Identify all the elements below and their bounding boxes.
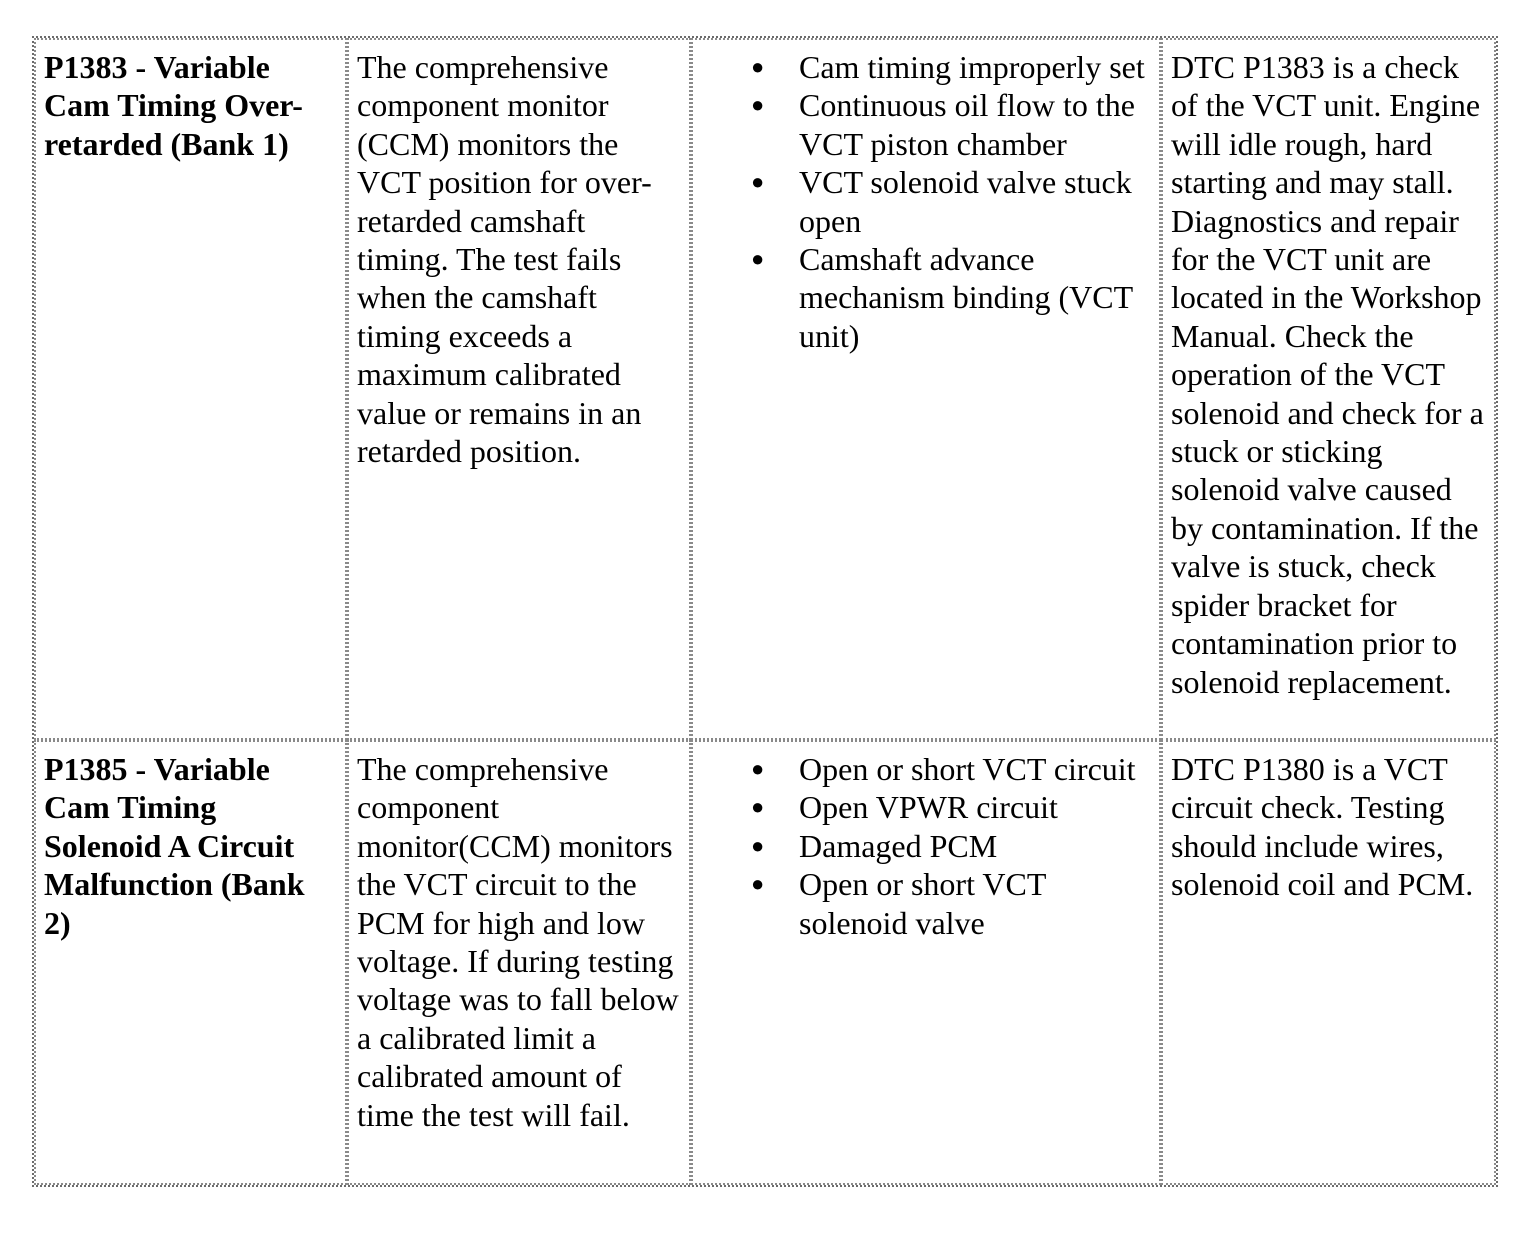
list-item bbox=[751, 788, 1151, 826]
list-item bbox=[751, 827, 1151, 865]
table-row bbox=[34, 740, 1496, 1185]
cause-text: Camshaft advance mechanism binding (VCT unit) bbox=[799, 241, 1133, 354]
causes-list bbox=[701, 750, 1151, 942]
cause-text: Cam timing improperly set bbox=[799, 49, 1145, 85]
dtc-code-cell: P1385 - Variable Cam Timing Solenoid A Circuit Malfunction (Bank 2) bbox=[34, 740, 347, 1185]
bullet-icon: ● bbox=[751, 92, 765, 118]
diagnostic-aid-cell: DTC P1380 is a VCT circuit check. Testing should include wires, solenoid coil and PCM. bbox=[1161, 740, 1496, 1185]
causes-list bbox=[701, 48, 1151, 355]
cause-text: Open or short VCT solenoid valve bbox=[799, 866, 1046, 941]
list-item bbox=[751, 750, 1151, 788]
list-item bbox=[751, 86, 1151, 163]
monitor-description-cell: The comprehensive component monitor (CCM) monitors the VCT position for over-retarded camshaft timing. The test fails when the camshaft timing exceeds a maximum calibrated value or remains in an retarded position. bbox=[347, 38, 691, 740]
monitor-description-cell: The comprehensive component monitor(CCM) monitors the VCT circuit to the PCM for high and low voltage. If during testing voltage was to fall below a calibrated limit a calibrated amount of time the test will fail. bbox=[347, 740, 691, 1185]
list-item bbox=[751, 48, 1151, 86]
bullet-icon: ● bbox=[751, 54, 765, 79]
bullet-icon: ● bbox=[751, 871, 765, 897]
diagnostic-aid-cell: DTC P1383 is a check of the VCT unit. Engine will idle rough, hard starting and may stall. Diagnostics and repair for the VCT unit are located in the Workshop Manual. Check the operation of the VCT solenoid and check for a stuck or sticking solenoid valve caused by contamination. If the valve is stuck, check spider bracket for contamination prior to solenoid replacement. bbox=[1161, 38, 1496, 740]
possible-causes-cell bbox=[691, 38, 1161, 740]
cause-text: VCT solenoid valve stuck open bbox=[799, 164, 1132, 239]
bullet-icon: ● bbox=[751, 756, 765, 781]
bullet-icon: ● bbox=[751, 169, 765, 195]
list-item bbox=[751, 865, 1151, 942]
list-item bbox=[751, 163, 1151, 240]
cause-text: Continuous oil flow to the VCT piston chamber bbox=[799, 87, 1135, 162]
cause-text: Damaged PCM bbox=[799, 827, 998, 864]
possible-causes-cell bbox=[691, 740, 1161, 1185]
table-row bbox=[34, 38, 1496, 740]
list-item bbox=[751, 240, 1151, 355]
bullet-icon: ● bbox=[751, 246, 765, 272]
bullet-icon: ● bbox=[751, 794, 765, 820]
dtc-table bbox=[32, 36, 1498, 1187]
bullet-icon: ● bbox=[751, 832, 765, 858]
cause-text: Open VPWR circuit bbox=[799, 789, 1058, 826]
cause-text: Open or short VCT circuit bbox=[799, 751, 1136, 787]
dtc-code-cell: P1383 - Variable Cam Timing Over-retarded (Bank 1) bbox=[34, 38, 347, 740]
